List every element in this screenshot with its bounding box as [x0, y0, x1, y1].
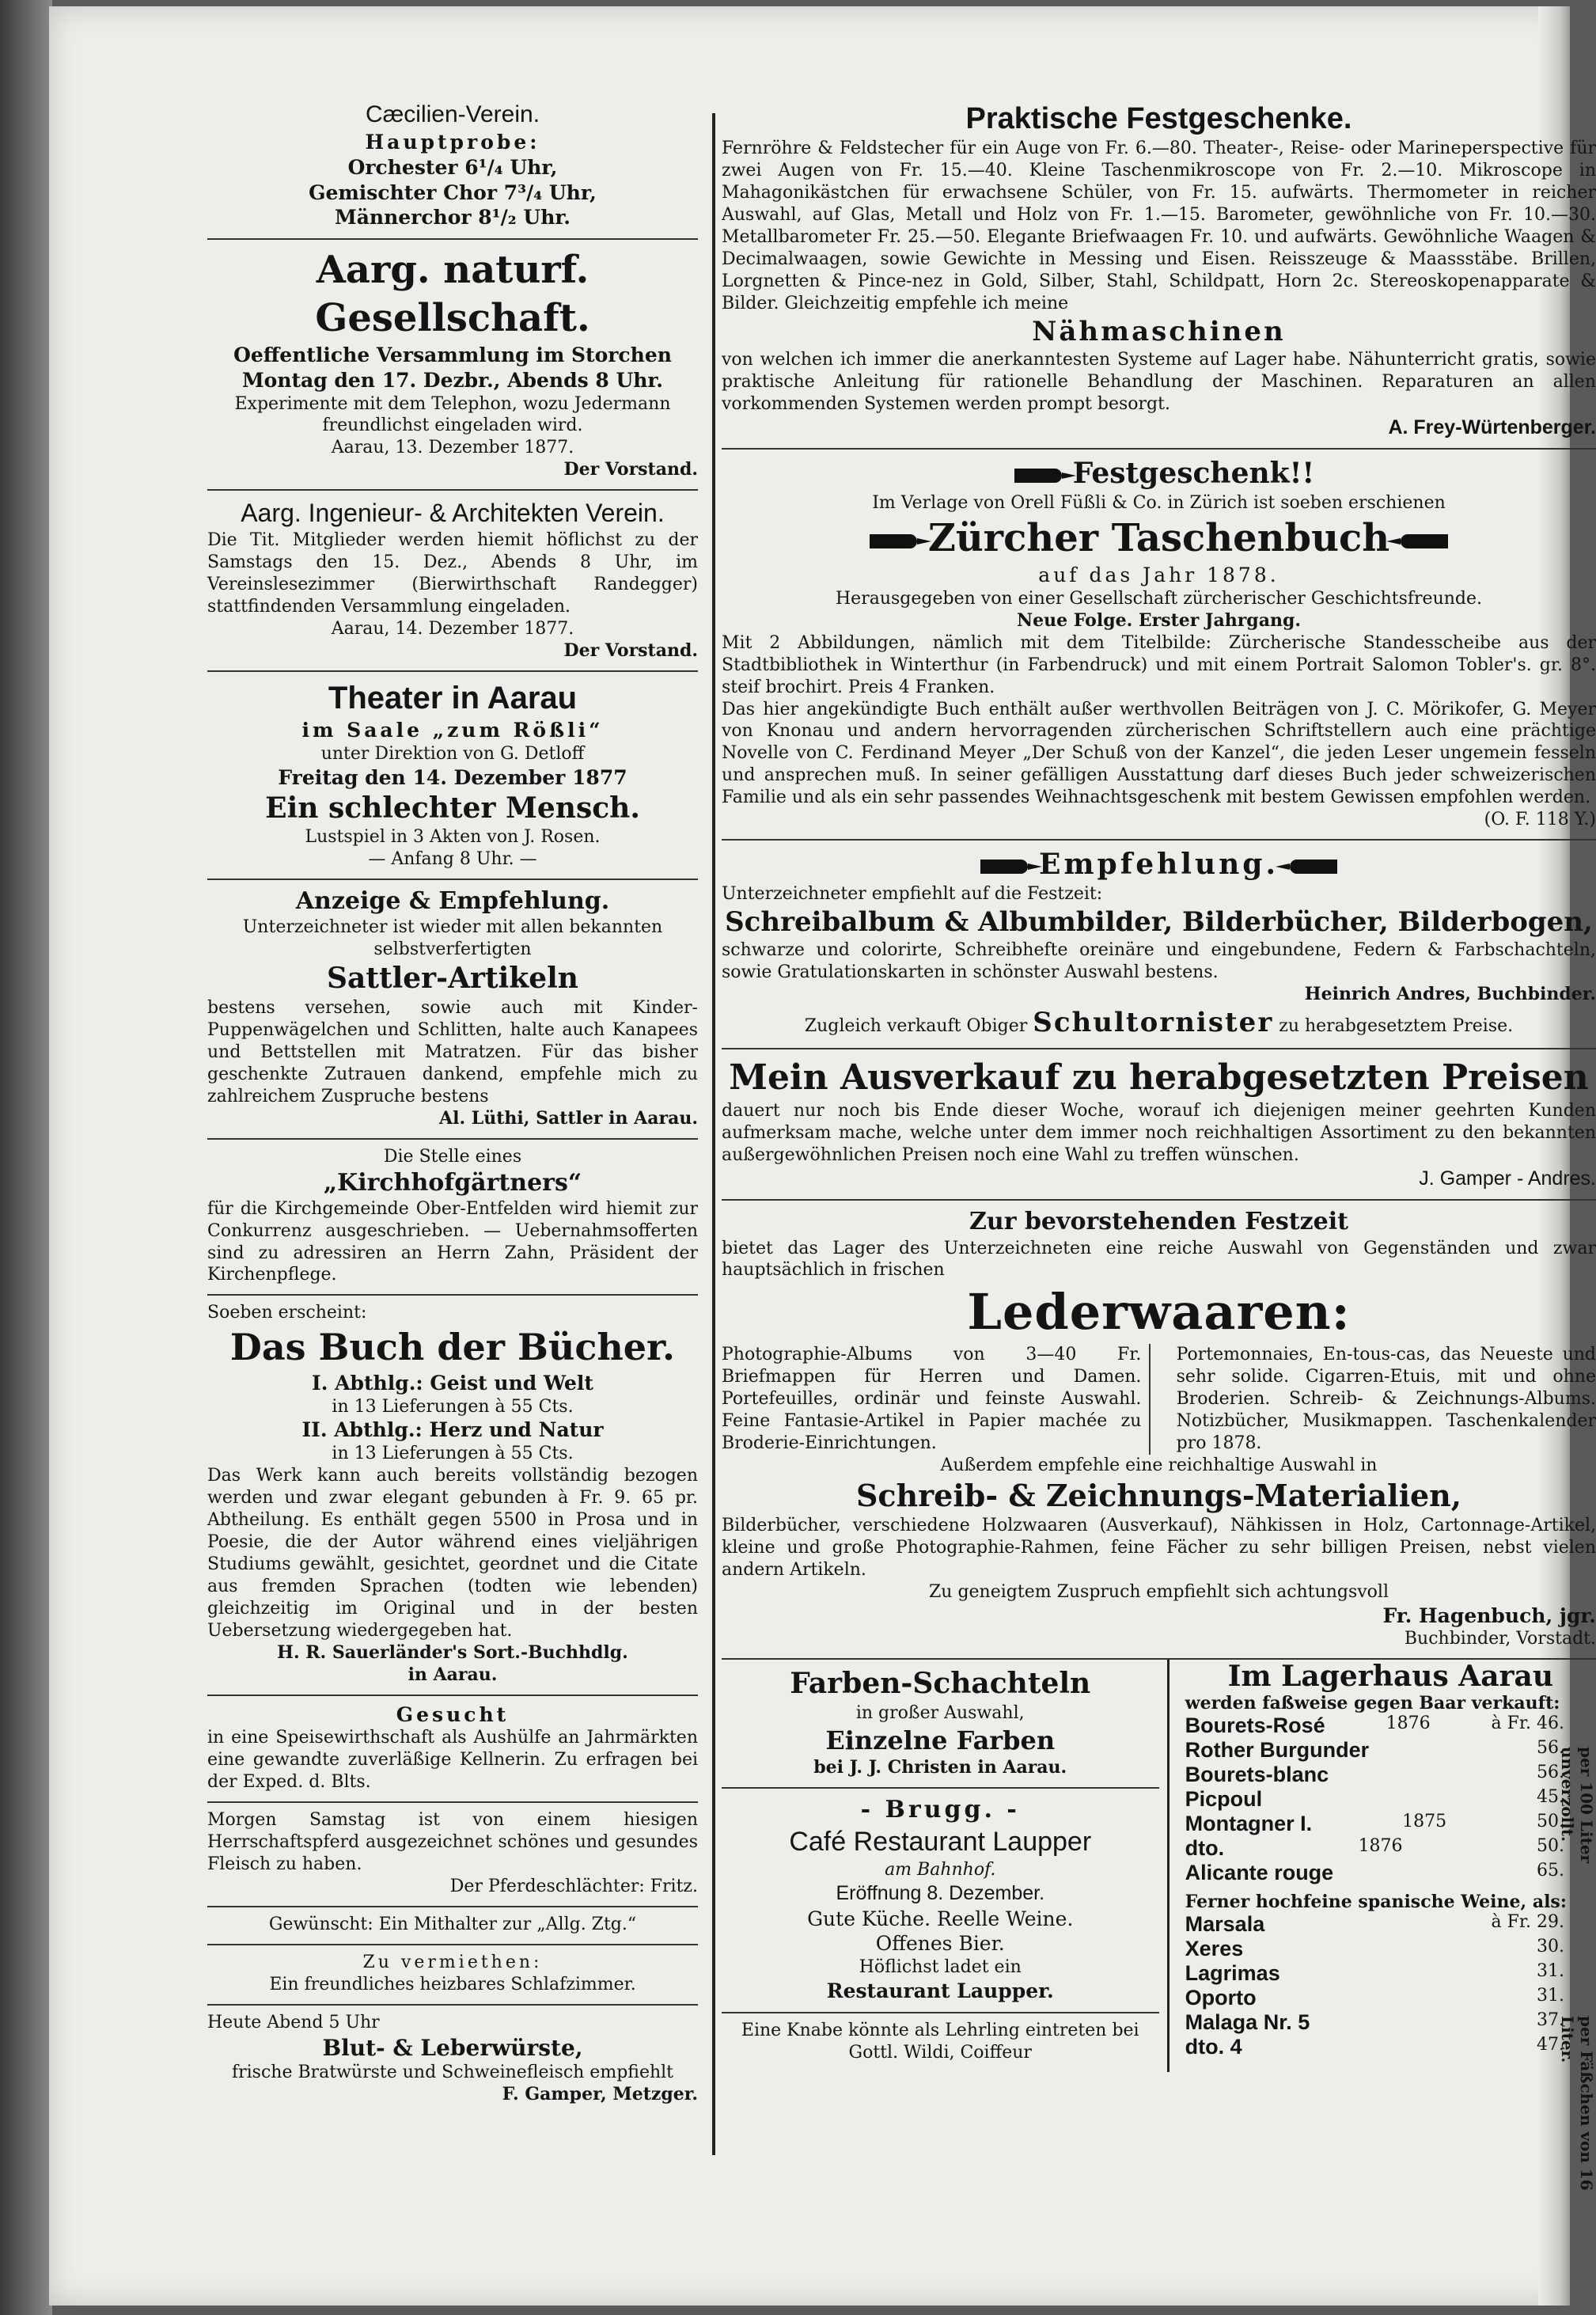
ad-head	[722, 456, 1596, 492]
wine-row	[1185, 1713, 1564, 1738]
wine-name: Lagrimas	[1185, 1961, 1280, 1986]
ad-body: Ein freundliches heizbares Schlafzimmer.	[269, 1974, 636, 1994]
ad-body: für die Kirchgemeinde Ober-Entfelden wird hiemit zur Conkurrenz ausgeschrieben. — Uebernahmsofferten sind zu adressiren an Herrn Zahn, Präsident der Kirchenpflege.	[207, 1198, 698, 1285]
ad-title: Das Buch der Bücher.	[229, 1326, 676, 1369]
ad-sattler	[207, 880, 698, 1139]
ad-start: — Anfang 8 Uhr. —	[368, 849, 537, 870]
ad-line: Gemischter Chor 7³/₄ Uhr,	[309, 180, 597, 204]
wine-note: per Fäßchen von 16 Liter.	[1558, 2016, 1596, 2192]
bottom-split	[722, 1660, 1596, 2192]
ad-date: Montag den 17. Dezbr., Abends 8 Uhr.	[241, 368, 664, 392]
wine-name: Bourets-blanc	[1185, 1763, 1329, 1787]
ad-sign: F. Gamper, Metzger.	[502, 2084, 698, 2105]
wine-row	[1185, 1836, 1564, 1861]
ad-sub: in großer Auswahl,	[855, 1703, 1025, 1724]
wine-name: Picpoul	[1185, 1787, 1263, 1812]
ad-sign: bei J. J. Christen in Aarau.	[813, 1756, 1067, 1778]
ad-theater	[207, 672, 698, 881]
wine-price: à Fr. 29.	[1491, 1912, 1564, 1933]
ad-intro: bietet das Lager des Unterzeichneten eine reiche Auswahl von Gegenständen und zwar hauptsächlich in frischen	[722, 1238, 1596, 1281]
pointing-hand-icon	[870, 534, 917, 548]
wine-year: 1876	[1358, 1836, 1403, 1857]
ad-farben	[722, 1660, 1159, 1788]
ad-big: Blut- & Leberwürste,	[322, 2034, 583, 2061]
wine-name: Xeres	[1185, 1937, 1244, 1961]
wine-row	[1185, 1986, 1564, 2010]
ad-body: Bilderbücher, verschiedene Holzwaaren (Ausverkauf), Nähkissen in Holz, Cartonnage-Artikel, kleine und große Photographie-Rahmen, feine Fächer zu sehr billigen Preisen, nebst vielen andern Artikeln.	[722, 1515, 1596, 1580]
ad-naturf	[207, 240, 698, 491]
ad-intro: Unterzeichneter empfiehlt auf die Festzeit:	[722, 883, 1103, 904]
wine-row	[1185, 2035, 1564, 2059]
ad-body: bestens versehen, sowie auch mit Kinder-Puppenwägelchen und Schlitten, halte auch Kanapees und Bettstellen mit Matratzen. Für das bisher geschenkte Zutrauen dankend, empfehle mich zu zahlreichem Zuspruche bestens	[207, 998, 698, 1106]
ad-part: II. Abthlg.: Herz und Natur	[301, 1418, 604, 1442]
wine-row	[1185, 1912, 1564, 1937]
ad-play: Ein schlechter Mensch.	[265, 791, 640, 825]
ad-sign: Der Pferdeschlächter: Fritz.	[449, 1876, 698, 1896]
ad-line: Männerchor 8¹/₂ Uhr.	[335, 206, 571, 230]
pointing-hand-icon	[1290, 860, 1337, 874]
ad-ingenieur	[207, 491, 698, 671]
ad-head-text: Festgeschenk!!	[1072, 457, 1315, 491]
ad-title-row	[722, 514, 1596, 563]
ad-big: Schreibalbum & Albumbilder, Bilderbücher, Bilderbogen,	[725, 905, 1593, 938]
wine-year: 1875	[1402, 1812, 1447, 1832]
ad-col-b: Portemonnaies, En-tous-cas, das Neueste und sehr solide. Cigarren-Etuis, mit und ohne Broderien. Schreib- & Zeichnungs-Albums. Notizbücher, Musikmappen. Taschenkalender pro 1878.	[1176, 1345, 1596, 1453]
ad-title: Mein Ausverkauf zu herabgesetzten Preisen	[729, 1057, 1589, 1098]
pointing-hand-icon	[1014, 469, 1062, 483]
ad-sign: A. Frey-Würtenberger.	[1388, 416, 1596, 438]
wine-price: 65.	[1536, 1861, 1564, 1881]
ad-lederwaaren	[722, 1201, 1596, 1660]
ad-fleisch	[207, 1803, 698, 1907]
ad-part: I. Abthlg.: Geist und Welt	[312, 1371, 593, 1395]
wine-price: 31.	[1537, 1986, 1564, 2006]
ad-two-columns	[722, 1344, 1596, 1455]
ad-intro: Unterzeichneter ist wieder mit allen bekannten selbstverfertigten	[242, 917, 663, 960]
ad-title: Zürcher Taschenbuch	[927, 516, 1390, 561]
ad-sign: J. Gamper - Andres.	[1419, 1167, 1596, 1190]
wine-row	[1185, 1812, 1564, 1836]
ad-sign: H. R. Sauerländer's Sort.-Buchhdlg.	[277, 1641, 628, 1663]
ad-big: Sattler-Artikeln	[327, 962, 578, 996]
ad-title: Theater in Aarau	[328, 680, 578, 715]
ad-more: Ferner hochfeine spanische Weine, als:	[1185, 1892, 1567, 1913]
wine-name: Oporto	[1185, 1986, 1257, 2010]
ad-sign: Heinrich Andres, Buchbinder.	[1304, 983, 1596, 1004]
ad-body: schwarze und colorirte, Schreibhefte oreinäre und eingebundene, Federn & Farbschachteln, sowie Gratulationskarten in schönster Auswahl bestens.	[722, 939, 1596, 982]
ad-festgeschenke	[722, 93, 1596, 450]
wine-row	[1185, 1738, 1564, 1763]
ad-cafe: Café Restaurant Laupper	[789, 1826, 1092, 1857]
ad-col-a: Photographie-Albums von 3—40 Fr. Briefmappen für Herren und Damen. Portefeuilles, ordinär und feinste Auswahl. Feine Fantasie-Artikel in Papier machée zu Broderie-Einrichtungen.	[722, 1344, 1151, 1455]
ad-kitchen: Gute Küche. Reelle Weine.	[807, 1907, 1074, 1930]
ad-intro: Soeben erscheint:	[207, 1303, 367, 1323]
ad-title: Aarg. Ingenieur- & Architekten Verein.	[241, 499, 665, 528]
ad-sign: Buchbinder, Vorstadt.	[1404, 1629, 1596, 1649]
ad-big2: Schultornister	[1033, 1006, 1274, 1038]
ad-body: von welchen ich immer die anerkanntesten Systeme auf Lager habe. Nähunterricht gratis, sowie praktische Anleitung für rationelle Behandlung der Maschinen. Reparaturen an allen vorkommenden Systemen werden prompt besorgt.	[722, 349, 1596, 414]
ad-title: Aarg. naturf. Gesellschaft.	[315, 248, 590, 341]
ad-sub: werden faßweise gegen Baar verkauft:	[1185, 1693, 1560, 1714]
wine-row	[1185, 2010, 1564, 2035]
ad-lehrling	[722, 2013, 1159, 2072]
ad-sign: Fr. Hagenbuch, jgr.	[1382, 1603, 1596, 1627]
ad-big: „Kirchhofgärtners“	[323, 1168, 582, 1197]
ad-close: Zu geneigtem Zuspruch empfiehlt sich achtungsvoll	[929, 1581, 1389, 1602]
ad-taschenbuch	[722, 450, 1596, 841]
newspaper-page	[49, 6, 1596, 2306]
ad-title: - Brugg. -	[860, 1795, 1020, 1824]
ad-subtitle: Hauptprobe:	[365, 131, 540, 154]
ad-title: Cæcilien-Verein.	[365, 101, 540, 127]
ad-sign: in Aarau.	[408, 1664, 498, 1685]
ad-sign: Der Vorstand.	[563, 639, 698, 661]
ad-mithalter	[207, 1907, 698, 1945]
ad-time: Heute Abend 5 Uhr	[207, 2012, 380, 2032]
ad-place: Aarau, 13. Dezember 1877.	[331, 438, 574, 458]
wine-price: 50.	[1537, 1812, 1564, 1832]
left-column	[207, 93, 698, 2114]
wine-name: Alicante rouge	[1185, 1861, 1334, 1885]
ad-sub: am Bahnhof.	[885, 1859, 996, 1880]
ad-desc: Lustspiel in 3 Akten von J. Rosen.	[305, 827, 601, 848]
ad-folge: Neue Folge. Erster Jahrgang.	[1017, 609, 1301, 631]
ad-big: Lederwaaren:	[967, 1283, 1351, 1342]
ad-part-detail: in 13 Lieferungen à 55 Cts.	[332, 1444, 574, 1464]
ad-head-text: Empfehlung.	[1039, 848, 1279, 882]
ad-body: Gewünscht: Ein Mithalter zur „Allg. Ztg.“	[268, 1914, 637, 1934]
ad-body: in eine Speisewirthschaft als Aushülfe an Jahrmärkten eine gewandte zuverläßige Kellnerin. Zu erfragen bei der Exped. d. Blts.	[207, 1728, 698, 1793]
ad-intro: Die Stelle eines	[383, 1146, 522, 1167]
wine-name: Bourets-Rosé	[1185, 1713, 1325, 1738]
ad-ausverkauf	[722, 1049, 1596, 1201]
ad-date: Freitag den 14. Dezember 1877	[278, 765, 627, 789]
ad-sign: Restaurant Laupper.	[826, 1979, 1054, 2003]
ad-part-detail: in 13 Lieferungen à 55 Cts.	[332, 1396, 574, 1417]
wine-price: 30.	[1537, 1937, 1564, 1957]
ad-gesucht	[207, 1696, 698, 1804]
ad-verlag: Im Verlage von Orell Füßli & Co. in Zürich ist soeben erschienen	[872, 493, 1446, 514]
ad-sign: Al. Lüthi, Sattler in Aarau.	[439, 1107, 698, 1129]
wine-price: à Fr. 46.	[1491, 1713, 1564, 1734]
ad-editor: Herausgegeben von einer Gesellschaft zürcherischer Geschichtsfreunde.	[836, 588, 1482, 609]
ad-zimmer	[207, 1945, 698, 2006]
ad-body: frische Bratwürste und Schweinefleisch empfiehlt	[231, 2063, 674, 2083]
ad-body: Das hier angekündigte Buch enthält außer werthvollen Beiträgen von J. C. Mörikofer, G. Meyer von Knonau und andern hervorragenden zürcherischen Schriftstellern auch eine prächtige Novelle von C. Ferdinand Meyer „Der Schuß von der Kanzel“, die jeden Leser ungemein fesseln und ansprechen muß. In seiner gefälligen Ausstattung darf dieses Buch jeder schweizerischen Familie und als ein sehr passendes Weihnachtsgeschenk mit bestem Gewissen empfohlen werden.	[722, 699, 1596, 808]
wine-price: 37.	[1537, 2010, 1564, 2031]
wine-price: 47.	[1537, 2035, 1564, 2055]
ad-tail: zu herabgesetztem Preise.	[1279, 1015, 1514, 1036]
ad-buch	[207, 1296, 698, 1695]
ad-open: Eröffnung 8. Dezember.	[836, 1881, 1045, 1904]
ad-body: Die Tit. Mitglieder werden hiemit höflichst zu der Samstags den 15. Dez., Abends 8 Uhr, im Vereinslesezimmer (Bierwirthschaft Randegger) stattfindenden Versammlung eingeladen.	[207, 529, 698, 617]
wine-row	[1185, 1961, 1564, 1986]
ad-big: Nähmaschinen	[1032, 315, 1286, 347]
ad-line: Orchester 6¹/₄ Uhr,	[347, 155, 558, 179]
ad-body: Das Werk kann auch bereits vollständig bezogen werden und zwar elegant gebunden à Fr. 9. 65 pr. Abtheilung. Es enthält gegen 5500 in Prosa und in Poesie, die der Autor während eines vieljährigen Studiums gewählt, gesichtet, geordnet und die Citate aus fremden Sprachen (todten wie lebenden) gleichzeitig im Original und in der besten Uebersetzung wiedergegeben hat.	[207, 1466, 698, 1641]
wine-price: 45.	[1536, 1787, 1564, 1808]
wine-name: Marsala	[1185, 1912, 1265, 1937]
wine-name: Rother Burgunder	[1185, 1738, 1370, 1763]
ad-body: Mit 2 Abbildungen, nämlich mit dem Titelbilde: Zürcherische Standesscheibe aus der Stadtbibliothek in Winterthur (in Farbendruck) und mit einem Portrait Salomon Tobler's. gr. 8°. steif brochirt. Preis 4 Franken.	[722, 632, 1596, 697]
ad-lagerhaus	[1185, 1660, 1596, 2192]
ad-body: dauert nur noch bis Ende dieser Woche, worauf ich diejenigen meiner geehrten Kunden aufmerksam mache, welche unter dem immer noch reichhaltigen Assortiment zu den bekannten außergewöhnlichen Preisen noch eine Wahl zu treffen wünschen.	[722, 1100, 1596, 1165]
ad-title: Praktische Festgeschenke.	[965, 102, 1352, 135]
ad-code: (O. F. 118 Y.)	[1484, 810, 1596, 830]
ad-also	[722, 1006, 1596, 1040]
wine-name: dto.	[1185, 1836, 1225, 1861]
ad-also-text: Zugleich verkauft Obiger	[804, 1015, 1028, 1036]
wine-name: Malaga Nr. 5	[1185, 2010, 1310, 2035]
ad-big2: Schreib- & Zeichnungs-Materialien,	[855, 1477, 1462, 1513]
ad-brugg	[722, 1789, 1159, 2013]
ad-title: Anzeige & Empfehlung.	[295, 887, 610, 916]
wine-year: 1876	[1386, 1713, 1431, 1734]
bottom-left	[722, 1660, 1170, 2071]
ad-head: Zur bevorstehenden Festzeit	[969, 1208, 1348, 1236]
wine-list-spanish	[1185, 1912, 1596, 2059]
wine-name: dto. 4	[1185, 2035, 1242, 2059]
ad-place: Aarau, 14. Dezember 1877.	[331, 618, 574, 639]
ad-wurst	[207, 2006, 698, 2114]
wine-price: 50.	[1536, 1836, 1564, 1857]
wine-name: Montagner I.	[1185, 1812, 1313, 1836]
wine-price: 31.	[1537, 1961, 1564, 1982]
ad-invite: Höflichst ladet ein	[859, 1957, 1022, 1978]
ad-head: Zu vermiethen:	[362, 1952, 543, 1972]
ad-body: Eine Knabe könnte als Lehrling eintreten bei Gottl. Wildi, Coiffeur	[741, 2020, 1139, 2063]
wine-row	[1185, 1937, 1564, 1961]
pointing-hand-icon	[1401, 534, 1448, 548]
pointing-hand-icon	[980, 860, 1028, 874]
ad-title: Gesucht	[396, 1702, 510, 1726]
right-column	[722, 93, 1596, 2192]
ad-head	[722, 847, 1596, 883]
wine-note: per 100 Liter unverzollt.	[1558, 1747, 1596, 1864]
ad-also: Außerdem empfehle eine reichhaltige Auswahl in	[940, 1455, 1378, 1475]
ad-sign: Der Vorstand.	[563, 459, 698, 480]
scan-shadow-left	[0, 0, 52, 2315]
ad-head: Oeffentliche Versammlung im Storchen	[233, 343, 672, 366]
ad-direction: unter Direktion von G. Detloff	[320, 744, 585, 765]
wine-list	[1185, 1713, 1596, 1885]
ad-body: Experimente mit dem Telephon, wozu Jedermann freundlichst eingeladen wird.	[234, 393, 671, 436]
ad-kirchhof	[207, 1140, 698, 1296]
wine-row	[1185, 1861, 1564, 1885]
ad-beer: Offenes Bier.	[875, 1932, 1005, 1956]
ad-year: auf das Jahr 1878.	[1038, 564, 1279, 587]
wine-row	[1185, 1787, 1564, 1812]
ad-caecilien	[207, 93, 698, 240]
wine-price: 56.	[1537, 1738, 1564, 1759]
ad-empfehlung	[722, 841, 1596, 1049]
ad-body: Morgen Samstag ist von einem hiesigen Herrschaftspferd ausgezeichnet schönes und gesundes Fleisch zu haben.	[207, 1810, 698, 1874]
ad-title: Im Lagerhaus Aarau	[1227, 1660, 1553, 1694]
column-divider	[712, 113, 715, 2155]
ad-hall: im Saale „zum Rößli“	[301, 719, 604, 742]
ad-body: Fernröhre & Feldstecher für ein Auge von Fr. 6.—80. Theater-, Reise- oder Marineperspective für zwei Augen von Fr. 15.—40. Kleine Taschenmikroscope von Fr. 2.—10. Mikroscope in Mahagonikästchen für erwachsene Schüler, von Fr. 15. aufwärts. Thermometer in reicher Auswahl, auf Glas, Metall und Holz von Fr. 1.—15. Barometer, gewöhnliche von Fr. 10.—30. Metallbarometer Fr. 25.—50. Elegante Briefwaagen Fr. 10. und aufwärts. Gewöhnliche Waagen & Decimalwaagen, sowie Gewichte in Messing und Eisen. Reisszeuge & Maassstäbe. Brillen, Lorgnetten & Pince-nez in Gold, Silber, Stahl, Schildpatt, Horn 2c. Stereoskopenapparate & Bilder. Gleichzeitig empfehle ich meine	[722, 139, 1596, 313]
ad-title: Farben-Schachteln	[790, 1667, 1091, 1701]
ad-big: Einzelne Farben	[825, 1725, 1056, 1756]
wine-price: 56.	[1537, 1763, 1564, 1783]
wine-row	[1185, 1763, 1564, 1787]
